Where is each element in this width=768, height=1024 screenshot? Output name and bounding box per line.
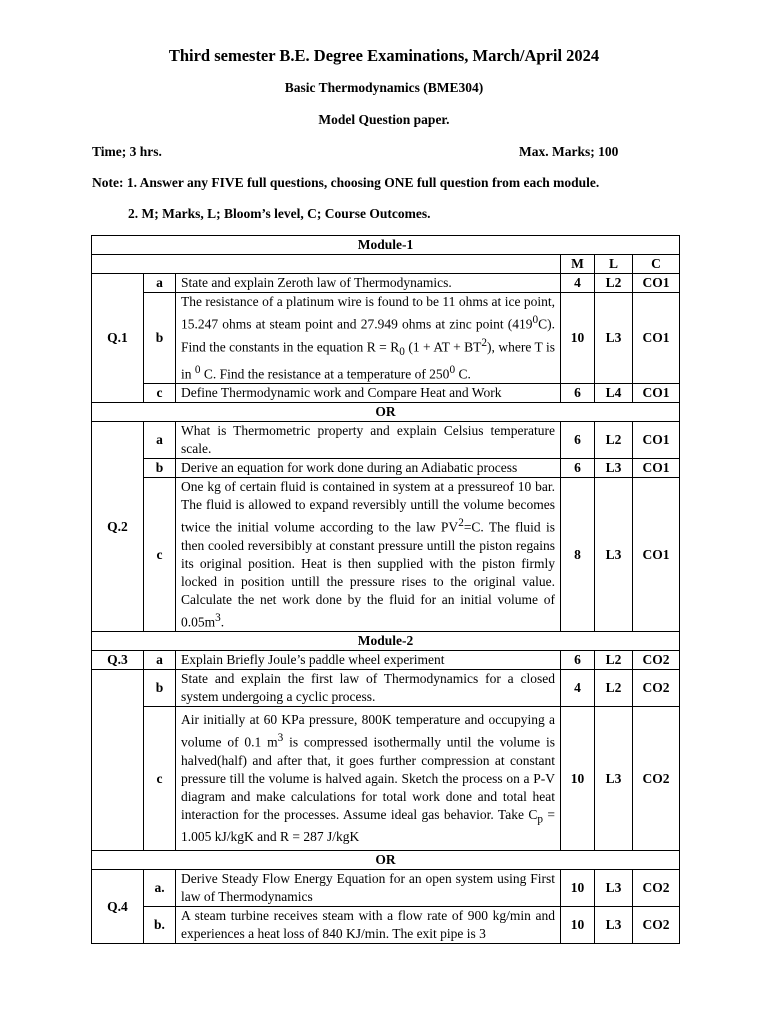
level-cell: L3 [595,870,633,907]
table-row [92,707,680,851]
col-outcome-header: C [633,255,680,274]
marks-cell: 6 [561,384,595,403]
marks-cell: 10 [561,907,595,944]
level-cell: L3 [595,907,633,944]
question-text: What is Thermometric property and explain Celsius temperature scale. [176,422,561,459]
max-marks: Max. Marks; 100 [519,144,619,159]
level-cell: L2 [595,670,633,707]
question-text: State and explain Zeroth law of Thermodynamics. [176,274,561,293]
question-text: Derive Steady Flow Energy Equation for an open system using First law of Thermodynamics [176,870,561,907]
note-instructions: Note: 1. Answer any FIVE full questions, choosing ONE full question from each module. [92,175,600,190]
table-row [92,651,680,670]
marks-cell: 6 [561,422,595,459]
module-row [92,236,680,255]
col-marks-header: M [561,255,595,274]
exam-title: Third semester B.E. Degree Examinations, March/April 2024 [168,46,600,65]
or-divider: OR [92,851,680,870]
table-row [92,293,680,384]
table-row [92,870,680,907]
paper-type: Model Question paper. [318,112,450,127]
marks-cell: 4 [561,274,595,293]
outcome-cell: CO2 [633,870,680,907]
question-number: Q.1 [92,274,144,403]
question-table [91,235,680,944]
level-cell: L3 [595,707,633,851]
sub-question-label: b [144,670,176,707]
marks-cell: 4 [561,670,595,707]
outcome-cell: CO1 [633,478,680,632]
column-header-row [92,255,680,274]
question-number: Q.3 [92,651,144,670]
question-text: State and explain the first law of Thermodynamics for a closed system undergoing a cyclic process. [176,670,561,707]
marks-cell: 6 [561,459,595,478]
sub-question-label: a [144,422,176,459]
sub-question-label: c [144,478,176,632]
outcome-cell: CO1 [633,384,680,403]
question-text: One kg of certain fluid is contained in system at a pressureof 10 bar. The fluid is allowed to expand reversibly untill the volume becomes twice the initial volume according to the law $PV^2=C$. The fluid is then cooled reversibibly at constant pressure untill the piston regains its original position. Heat is then supplied with the piston firmly locked in position untill the pressure rises to the original value. Calculate the net work done by the fluid for an initial volume of $0.05m^3$. [176,478,561,632]
level-cell: L3 [595,459,633,478]
outcome-cell: CO2 [633,651,680,670]
col-level-header: L [595,255,633,274]
sub-question-label: b [144,293,176,384]
note-legend: 2. M; Marks, L; Bloom’s level, C; Course Outcomes. [128,206,431,221]
outcome-cell: CO1 [633,422,680,459]
sub-question-label: b [144,459,176,478]
question-number-empty [92,670,144,851]
or-divider: OR [92,403,680,422]
level-cell: L4 [595,384,633,403]
sub-question-label: c [144,707,176,851]
question-text: The resistance of a platinum wire is found to be 11 ohms at ice point, 15.247 ohms at steam point and 27.949 ohms at zinc point $(419^0C)$. Find the constants in the equation $R = R_0$ (1 + AT + $BT^2$), where T is in $^0$ C. Find the resistance at a temperature of $250^0$ C. [176,293,561,384]
exam-time: Time; 3 hrs. [92,144,162,159]
outcome-cell: CO1 [633,274,680,293]
header-spacer [92,255,561,274]
marks-cell: 8 [561,478,595,632]
table-row [92,384,680,403]
table-row [92,422,680,459]
marks-cell: 10 [561,293,595,384]
outcome-cell: CO2 [633,707,680,851]
table-row [92,459,680,478]
table-row [92,274,680,293]
table-row [92,907,680,944]
question-text: Air initially at 60 KPa pressure, 800K temperature and occupying a volume of 0.1 $m^3$ is compressed isothermally until the volume is halved(half) and after that, it goes further compression at constant pressure till the volume is halved again. Sketch the process on a P-V diagram and make calculations for total work done and total heat interaction for the processes. Assume ideal gas behavior. Take $C_p = 1.005$ kJ/kgK and R = 287 J/kgK [176,707,561,851]
sub-question-label: a. [144,870,176,907]
or-row [92,403,680,422]
level-cell: L2 [595,274,633,293]
marks-cell: 10 [561,870,595,907]
question-text: Explain Briefly Joule’s paddle wheel experiment [176,651,561,670]
outcome-cell: CO1 [633,293,680,384]
sub-question-label: a [144,651,176,670]
sub-question-label: a [144,274,176,293]
level-cell: L3 [595,478,633,632]
outcome-cell: CO2 [633,670,680,707]
sub-question-label: c [144,384,176,403]
question-text: A steam turbine receives steam with a flow rate of 900 kg/min and experiences a heat loss of 840 KJ/min. The exit pipe is 3 [176,907,561,944]
sub-question-label: b. [144,907,176,944]
marks-cell: 6 [561,651,595,670]
table-row [92,478,680,632]
outcome-cell: CO2 [633,907,680,944]
outcome-cell: CO1 [633,459,680,478]
question-text: Define Thermodynamic work and Compare Heat and Work [176,384,561,403]
level-cell: L2 [595,422,633,459]
subject-title: Basic Thermodynamics (BME304) [284,80,484,95]
marks-cell: 10 [561,707,595,851]
level-cell: L2 [595,651,633,670]
question-text: Derive an equation for work done during an Adiabatic process [176,459,561,478]
module-row [92,632,680,651]
module-2-heading: Module-2 [92,632,680,651]
table-row [92,670,680,707]
level-cell: L3 [595,293,633,384]
question-number: Q.4 [92,870,144,944]
module-1-heading: Module-1 [92,236,680,255]
question-number: Q.2 [92,422,144,632]
or-row [92,851,680,870]
